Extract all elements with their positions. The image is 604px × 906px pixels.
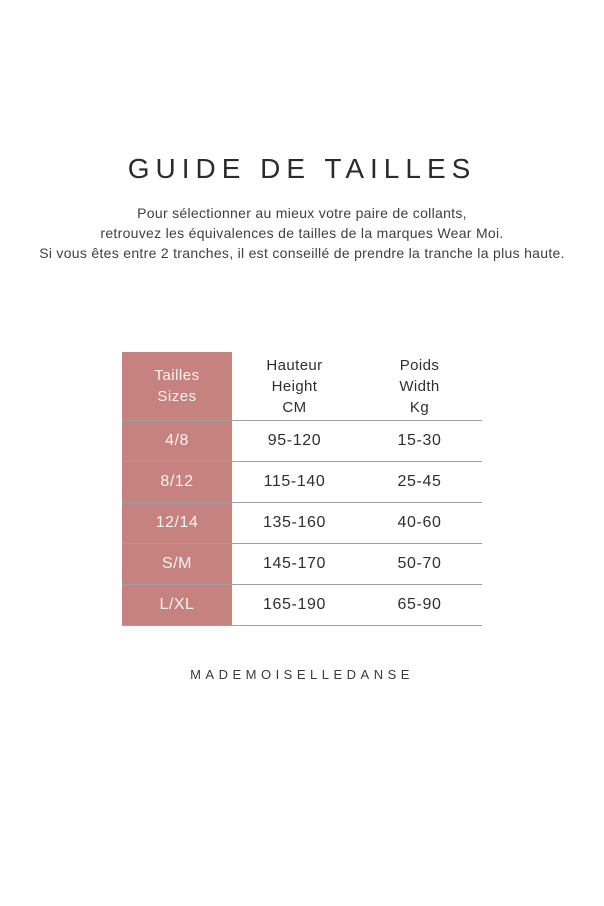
intro-line-2: retrouvez les équivalences de tailles de la marques Wear Moi. xyxy=(100,225,504,241)
weight-unit: Kg xyxy=(409,398,430,416)
height-label-fr: Hauteur xyxy=(266,356,323,374)
height-value: 115-140 xyxy=(263,473,326,490)
table-row xyxy=(122,421,482,462)
height-value: 165-190 xyxy=(263,596,326,613)
height-cell xyxy=(232,503,357,543)
brand-wordmark: MADEMOISELLEDANSE xyxy=(190,667,414,682)
size-cell xyxy=(122,462,232,502)
table-row xyxy=(122,544,482,585)
table-header-row xyxy=(122,352,482,421)
intro-line-1: Pour sélectionner au mieux votre paire de collants, xyxy=(137,205,467,221)
height-cell xyxy=(232,421,357,461)
table-row xyxy=(122,503,482,544)
weight-value: 25-45 xyxy=(397,473,442,490)
corner-header-cell xyxy=(122,352,232,420)
weight-value: 15-30 xyxy=(397,432,442,449)
size-value: L/XL xyxy=(159,596,195,613)
height-value: 145-170 xyxy=(263,555,326,572)
weight-value: 50-70 xyxy=(397,555,442,572)
corner-label-fr: Tailles xyxy=(154,367,200,384)
size-cell xyxy=(122,421,232,461)
corner-label-en: Sizes xyxy=(157,388,197,405)
weight-cell xyxy=(357,421,482,461)
height-cell xyxy=(232,585,357,625)
weight-header-cell xyxy=(357,352,482,420)
weight-value: 65-90 xyxy=(397,596,442,613)
table-row xyxy=(122,462,482,503)
intro-text xyxy=(0,203,604,263)
page-title: GUIDE DE TAILLES xyxy=(127,153,477,184)
weight-cell xyxy=(357,503,482,543)
size-value: 4/8 xyxy=(165,432,189,449)
weight-value: 40-60 xyxy=(397,514,442,531)
weight-label-fr: Poids xyxy=(399,356,440,374)
weight-label-en: Width xyxy=(399,377,440,395)
height-value: 135-160 xyxy=(263,514,326,531)
height-unit: CM xyxy=(282,398,307,416)
size-value: 8/12 xyxy=(160,473,194,490)
height-cell xyxy=(232,462,357,502)
height-label-en: Height xyxy=(271,377,318,395)
size-table xyxy=(122,352,482,626)
weight-cell xyxy=(357,585,482,625)
size-value: S/M xyxy=(162,555,192,572)
height-value: 95-120 xyxy=(267,432,322,449)
weight-cell xyxy=(357,544,482,584)
intro-line-3: Si vous êtes entre 2 tranches, il est conseillé de prendre la tranche la plus haute. xyxy=(39,245,565,261)
table-row xyxy=(122,585,482,626)
height-header-cell xyxy=(232,352,357,420)
height-cell xyxy=(232,544,357,584)
size-value: 12/14 xyxy=(155,514,199,531)
weight-cell xyxy=(357,462,482,502)
size-cell xyxy=(122,544,232,584)
size-cell xyxy=(122,585,232,625)
size-cell xyxy=(122,503,232,543)
